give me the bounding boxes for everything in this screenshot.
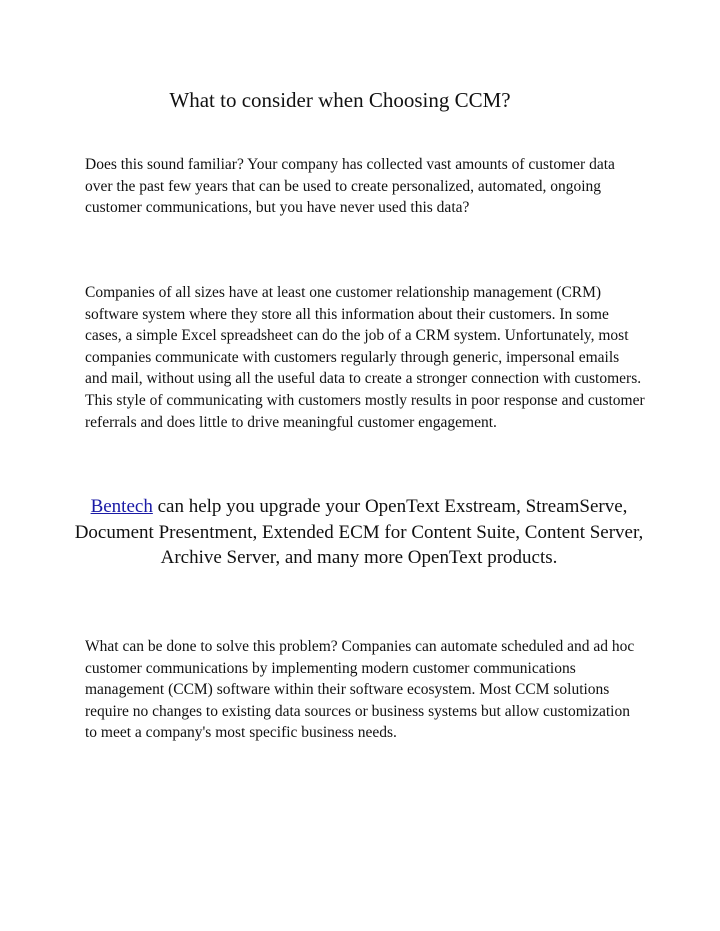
paragraph-crm: Companies of all sizes have at least one customer relationship management (CRM) software system where they store all this information about their customers. In some cases, a simple Excel spreadsheet can do the job of a CRM system. Unfortunately, most companies communicate with customers regularly through generic, impersonal emails and mail, without using all the useful data to create a stronger connection with customers. This style of communicating with customers mostly results in poor response and customer referrals and does little to drive meaningful customer engagement. <box>85 284 645 431</box>
callout-text: can help you upgrade your OpenText Exstream, StreamServe, Document Presentment, Extended ECM for Content Suite, Content Server, Archive Server, and many more OpenText products. <box>74 496 644 568</box>
callout-bentech <box>70 494 648 571</box>
page-title: What to consider when Choosing CCM? <box>169 88 511 112</box>
paragraph-solution: What can be done to solve this problem? Companies can automate scheduled and ad hoc customer communications by implementing modern customer communications management (CCM) software within their software ecosystem. Most CCM solutions require no changes to existing data sources or business systems but allow customization to meet a company's most specific business needs. <box>85 638 635 742</box>
paragraph-intro: Does this sound familiar? Your company has collected vast amounts of customer data over the past few years that can be used to create personalized, automated, ongoing customer communications, but you have never used this data? <box>85 156 615 217</box>
bentech-link[interactable]: Bentech <box>90 496 153 517</box>
